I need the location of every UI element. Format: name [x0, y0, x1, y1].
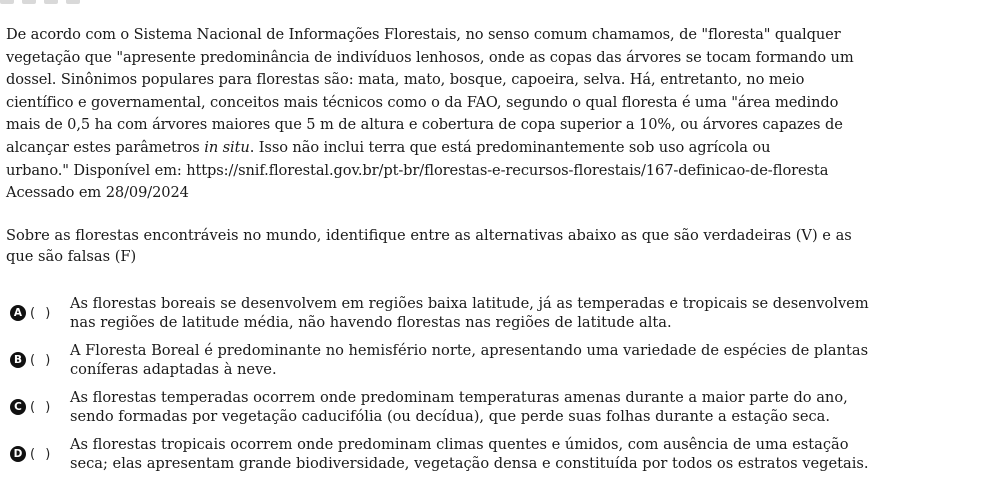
option-marker [10, 399, 53, 415]
passage-line: dossel. Sinônimos populares para florestas são: mata, mato, bosque, capoeira, selva. Há, entretanto, no meio [6, 71, 805, 89]
option-line: As florestas temperadas ocorrem onde predominam temperaturas amenas durante a maior parte do ano, [70, 389, 848, 406]
answer-options [10, 294, 970, 482]
option-marker [10, 446, 53, 462]
option-letter-badge: B [10, 352, 26, 368]
option-line: nas regiões de latitude média, não havendo florestas nas regiões de latitude alta. [70, 314, 672, 331]
question-line: que são falsas (F) [6, 247, 137, 265]
context-passage [6, 24, 926, 205]
option-c[interactable] [10, 388, 970, 435]
option-line: sendo formadas por vegetação caducifólia (ou decídua), que perde suas folhas durante a estação seca. [70, 408, 831, 425]
passage-text: alcançar estes parâmetros [6, 138, 205, 156]
option-text [70, 294, 960, 332]
passage-line [6, 137, 926, 160]
true-false-blank[interactable]: ( ) [30, 305, 54, 321]
passage-line: De acordo com o Sistema Nacional de Informações Florestais, no senso comum chamamos, de "floresta" qualquer [6, 26, 841, 43]
option-line: A Floresta Boreal é predominante no hemisfério norte, apresentando uma variedade de espécies de plantas [70, 342, 869, 359]
option-b[interactable] [10, 341, 970, 388]
option-marker [10, 352, 53, 368]
option-letter-badge: A [10, 305, 26, 321]
option-letter-badge: C [10, 399, 26, 415]
option-d[interactable] [10, 435, 970, 482]
option-text [70, 435, 960, 473]
true-false-blank[interactable]: ( ) [30, 352, 54, 368]
cropped-header-strip [0, 0, 993, 8]
option-a[interactable] [10, 294, 970, 341]
question-line: Sobre as florestas encontráveis no mundo, identifique entre as alternativas abaixo as que são verdadeiras (V) e as [6, 227, 852, 244]
option-line: seca; elas apresentam grande biodiversidade, vegetação densa e constituída por todos os estratos vegetais. [70, 455, 869, 472]
option-text [70, 341, 960, 379]
source-citation: urbano." Disponível em: https://snif.florestal.gov.br/pt-br/florestas-e-recursos-florestais/167-definicao-de-floresta [6, 161, 829, 179]
passage-line: vegetação que "apresente predominância de indivíduos lenhosos, onde as copas das árvores se tocam formando um [6, 48, 854, 66]
option-marker [10, 305, 53, 321]
option-line: As florestas boreais se desenvolvem em regiões baixa latitude, já as temperadas e tropicais se desenvolvem [70, 295, 869, 312]
passage-italic-term: in situ [204, 138, 250, 156]
true-false-blank[interactable]: ( ) [30, 399, 54, 415]
question-prompt [6, 226, 926, 267]
access-date: Acessado em 28/09/2024 [6, 184, 189, 202]
passage-line: científico e governamental, conceitos mais técnicos como o da FAO, segundo o qual floresta é uma "área medindo [6, 93, 839, 111]
option-line: coníferas adaptadas à neve. [70, 361, 277, 378]
passage-line: mais de 0,5 ha com árvores maiores que 5 m de altura e cobertura de copa superior a 10%, ou árvores capazes de [6, 116, 843, 134]
option-line: As florestas tropicais ocorrem onde predominam climas quentes e úmidos, com ausência de uma estação [70, 436, 849, 453]
option-text [70, 388, 960, 426]
passage-text: . Isso não inclui terra que está predominantemente sob uso agrícola ou [249, 138, 771, 156]
option-letter-badge: D [10, 446, 26, 462]
true-false-blank[interactable]: ( ) [30, 446, 54, 462]
